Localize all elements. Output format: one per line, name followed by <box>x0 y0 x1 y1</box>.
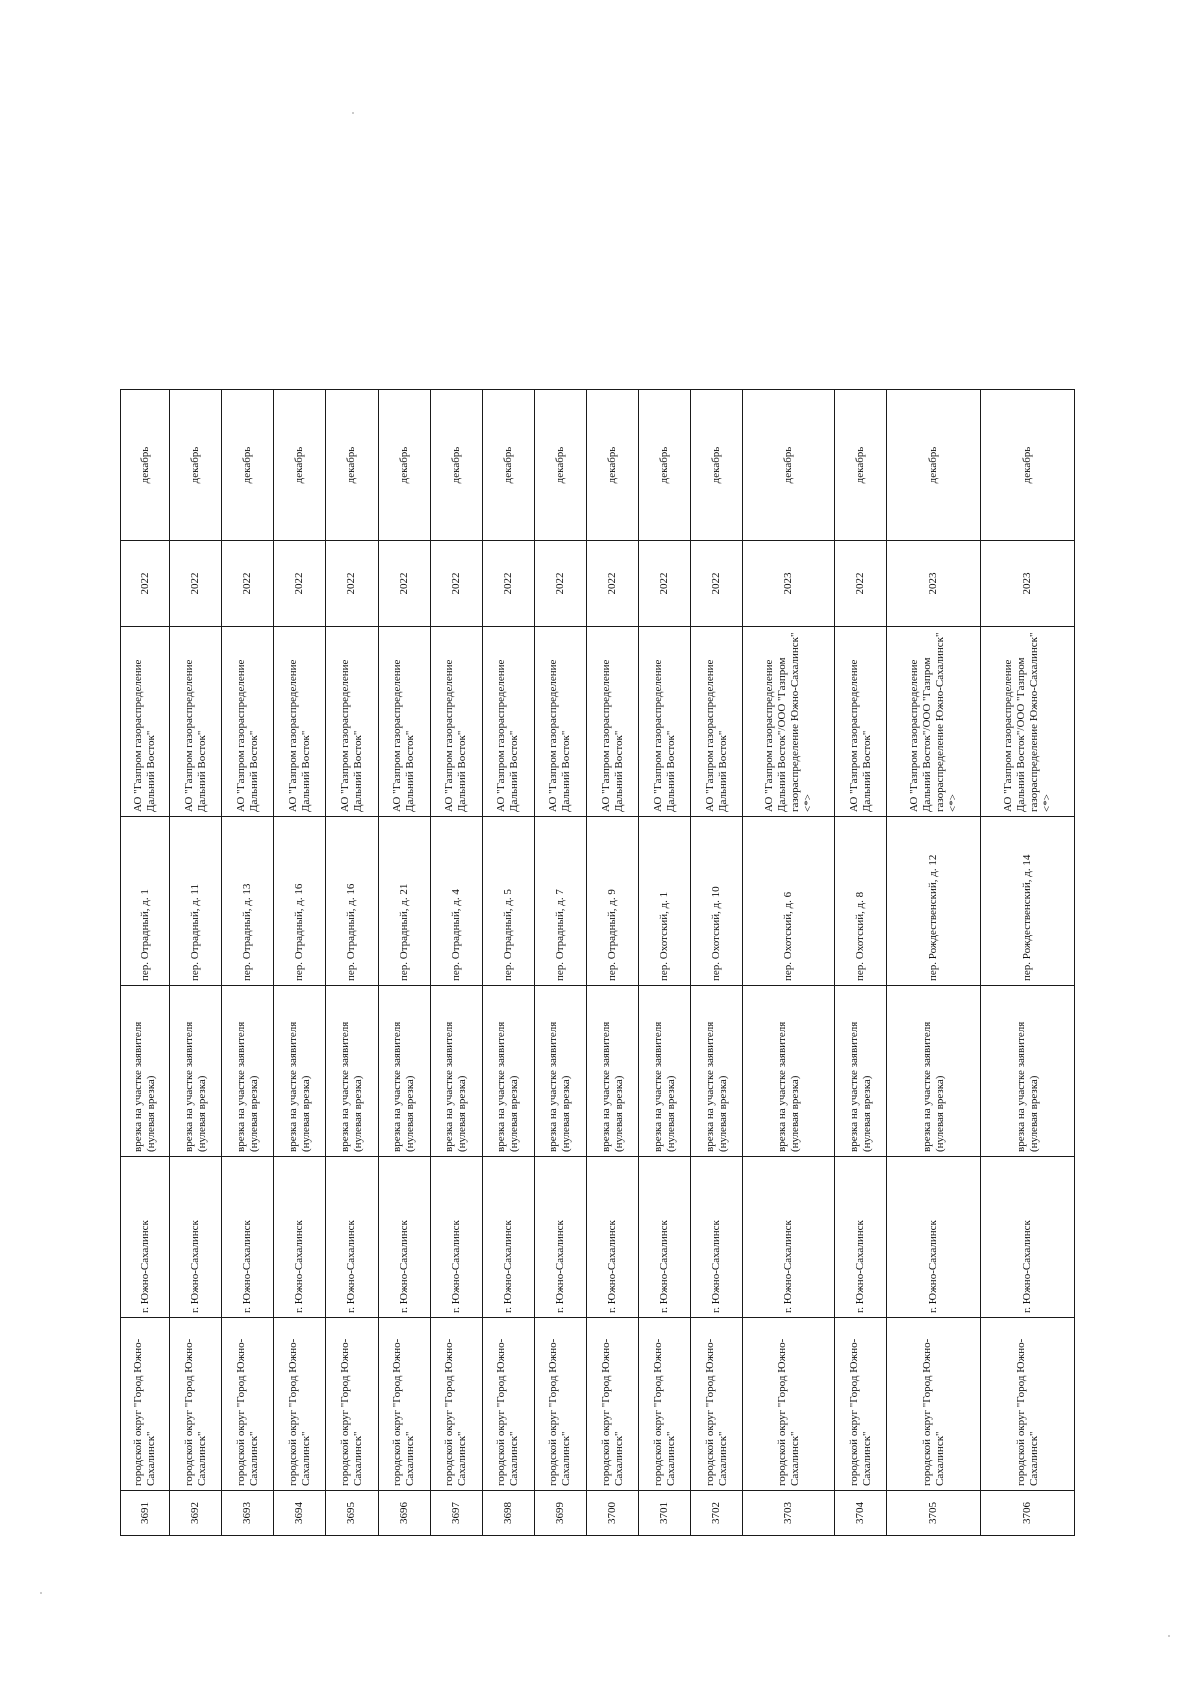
district-cell: городской округ "Город Южно-Сахалинск" <box>170 1318 222 1491</box>
table-row <box>587 390 639 1536</box>
month-cell: декабрь <box>326 390 378 541</box>
year-cell: 2023 <box>887 541 981 627</box>
gasification-schedule-table <box>120 389 1075 1536</box>
row-number-cell: 3692 <box>170 1491 222 1536</box>
year-cell: 2022 <box>482 541 534 627</box>
address-cell: пер. Охотский, д. 6 <box>743 817 835 986</box>
address-cell: пер. Отрадный, д. 16 <box>274 817 326 986</box>
address-cell: пер. Отрадный, д. 4 <box>430 817 482 986</box>
district-cell: городской округ "Город Южно-Сахалинск" <box>887 1318 981 1491</box>
year-cell: 2022 <box>430 541 482 627</box>
row-number-cell: 3703 <box>743 1491 835 1536</box>
month-cell: декабрь <box>691 390 743 541</box>
table-row <box>981 390 1075 1536</box>
row-number-cell: 3704 <box>835 1491 887 1536</box>
table-row <box>534 390 586 1536</box>
connection-type-cell: врезка на участке заявителя (нулевая врезка) <box>121 986 170 1157</box>
table-row <box>170 390 222 1536</box>
settlement-cell: г. Южно-Сахалинск <box>887 1157 981 1318</box>
connection-type-cell: врезка на участке заявителя (нулевая врезка) <box>835 986 887 1157</box>
settlement-cell: г. Южно-Сахалинск <box>121 1157 170 1318</box>
settlement-cell: г. Южно-Сахалинск <box>835 1157 887 1318</box>
table-row <box>430 390 482 1536</box>
table-row <box>121 390 170 1536</box>
table-row <box>326 390 378 1536</box>
district-cell: городской округ "Город Южно-Сахалинск" <box>482 1318 534 1491</box>
organization-cell: АО "Газпром газораспределение Дальний Восток" <box>691 627 743 817</box>
table-row <box>887 390 981 1536</box>
row-number-cell: 3706 <box>981 1491 1075 1536</box>
district-cell: городской округ "Город Южно-Сахалинск" <box>835 1318 887 1491</box>
year-cell: 2022 <box>222 541 274 627</box>
month-cell: декабрь <box>743 390 835 541</box>
table-row <box>482 390 534 1536</box>
scan-speck <box>40 1592 42 1594</box>
settlement-cell: г. Южно-Сахалинск <box>587 1157 639 1318</box>
connection-type-cell: врезка на участке заявителя (нулевая врезка) <box>170 986 222 1157</box>
settlement-cell: г. Южно-Сахалинск <box>170 1157 222 1318</box>
settlement-cell: г. Южно-Сахалинск <box>430 1157 482 1318</box>
district-cell: городской округ "Город Южно-Сахалинск" <box>430 1318 482 1491</box>
settlement-cell: г. Южно-Сахалинск <box>274 1157 326 1318</box>
organization-cell: АО "Газпром газораспределение Дальний Восток" <box>378 627 430 817</box>
address-cell: пер. Отрадный, д. 13 <box>222 817 274 986</box>
organization-cell: АО "Газпром газораспределение Дальний Восток" <box>326 627 378 817</box>
connection-type-cell: врезка на участке заявителя (нулевая врезка) <box>430 986 482 1157</box>
connection-type-cell: врезка на участке заявителя (нулевая врезка) <box>326 986 378 1157</box>
address-cell: пер. Отрадный, д. 11 <box>170 817 222 986</box>
row-number-cell: 3694 <box>274 1491 326 1536</box>
month-cell: декабрь <box>222 390 274 541</box>
table-row <box>639 390 691 1536</box>
district-cell: городской округ "Город Южно-Сахалинск" <box>743 1318 835 1491</box>
organization-cell: АО "Газпром газораспределение Дальний Восток" <box>587 627 639 817</box>
organization-cell: АО "Газпром газораспределение Дальний Восток"/ООО "Газпром газораспределение Южно-Сахалинск" <*> <box>887 627 981 817</box>
month-cell: декабрь <box>170 390 222 541</box>
settlement-cell: г. Южно-Сахалинск <box>378 1157 430 1318</box>
settlement-cell: г. Южно-Сахалинск <box>981 1157 1075 1318</box>
address-cell: пер. Охотский, д. 1 <box>639 817 691 986</box>
month-cell: декабрь <box>482 390 534 541</box>
district-cell: городской округ "Город Южно-Сахалинск" <box>639 1318 691 1491</box>
district-cell: городской округ "Город Южно-Сахалинск" <box>326 1318 378 1491</box>
month-cell: декабрь <box>639 390 691 541</box>
year-cell: 2022 <box>587 541 639 627</box>
table-row <box>691 390 743 1536</box>
month-cell: декабрь <box>274 390 326 541</box>
table-row <box>378 390 430 1536</box>
month-cell: декабрь <box>981 390 1075 541</box>
year-cell: 2022 <box>835 541 887 627</box>
year-cell: 2022 <box>326 541 378 627</box>
connection-type-cell: врезка на участке заявителя (нулевая врезка) <box>887 986 981 1157</box>
organization-cell: АО "Газпром газораспределение Дальний Восток" <box>170 627 222 817</box>
row-number-cell: 3698 <box>482 1491 534 1536</box>
year-cell: 2022 <box>639 541 691 627</box>
year-cell: 2022 <box>378 541 430 627</box>
year-cell: 2022 <box>170 541 222 627</box>
address-cell: пер. Отрадный, д. 21 <box>378 817 430 986</box>
organization-cell: АО "Газпром газораспределение Дальний Восток" <box>222 627 274 817</box>
month-cell: декабрь <box>378 390 430 541</box>
address-cell: пер. Отрадный, д. 7 <box>534 817 586 986</box>
organization-cell: АО "Газпром газораспределение Дальний Восток"/ООО "Газпром газораспределение Южно-Сахалинск" <*> <box>743 627 835 817</box>
settlement-cell: г. Южно-Сахалинск <box>639 1157 691 1318</box>
connection-type-cell: врезка на участке заявителя (нулевая врезка) <box>981 986 1075 1157</box>
connection-type-cell: врезка на участке заявителя (нулевая врезка) <box>743 986 835 1157</box>
month-cell: декабрь <box>587 390 639 541</box>
organization-cell: АО "Газпром газораспределение Дальний Восток" <box>430 627 482 817</box>
district-cell: городской округ "Город Южно-Сахалинск" <box>691 1318 743 1491</box>
year-cell: 2022 <box>274 541 326 627</box>
connection-type-cell: врезка на участке заявителя (нулевая врезка) <box>534 986 586 1157</box>
month-cell: декабрь <box>887 390 981 541</box>
row-number-cell: 3699 <box>534 1491 586 1536</box>
rotated-table-wrapper <box>120 390 1075 1536</box>
connection-type-cell: врезка на участке заявителя (нулевая врезка) <box>587 986 639 1157</box>
connection-type-cell: врезка на участке заявителя (нулевая врезка) <box>639 986 691 1157</box>
address-cell: пер. Отрадный, д. 1 <box>121 817 170 986</box>
scan-speck <box>352 112 354 114</box>
year-cell: 2022 <box>121 541 170 627</box>
organization-cell: АО "Газпром газораспределение Дальний Восток"/ООО "Газпром газораспределение Южно-Сахалинск" <*> <box>981 627 1075 817</box>
organization-cell: АО "Газпром газораспределение Дальний Восток" <box>482 627 534 817</box>
district-cell: городской округ "Город Южно-Сахалинск" <box>222 1318 274 1491</box>
row-number-cell: 3697 <box>430 1491 482 1536</box>
year-cell: 2022 <box>534 541 586 627</box>
organization-cell: АО "Газпром газораспределение Дальний Восток" <box>534 627 586 817</box>
connection-type-cell: врезка на участке заявителя (нулевая врезка) <box>691 986 743 1157</box>
row-number-cell: 3695 <box>326 1491 378 1536</box>
month-cell: декабрь <box>534 390 586 541</box>
address-cell: пер. Охотский, д. 10 <box>691 817 743 986</box>
connection-type-cell: врезка на участке заявителя (нулевая врезка) <box>482 986 534 1157</box>
address-cell: пер. Отрадный, д. 16 <box>326 817 378 986</box>
row-number-cell: 3700 <box>587 1491 639 1536</box>
row-number-cell: 3705 <box>887 1491 981 1536</box>
connection-type-cell: врезка на участке заявителя (нулевая врезка) <box>378 986 430 1157</box>
address-cell: пер. Отрадный, д. 5 <box>482 817 534 986</box>
settlement-cell: г. Южно-Сахалинск <box>691 1157 743 1318</box>
district-cell: городской округ "Город Южно-Сахалинск" <box>274 1318 326 1491</box>
settlement-cell: г. Южно-Сахалинск <box>326 1157 378 1318</box>
row-number-cell: 3702 <box>691 1491 743 1536</box>
month-cell: декабрь <box>430 390 482 541</box>
row-number-cell: 3701 <box>639 1491 691 1536</box>
address-cell: пер. Отрадный, д. 9 <box>587 817 639 986</box>
table-row <box>835 390 887 1536</box>
row-number-cell: 3696 <box>378 1491 430 1536</box>
connection-type-cell: врезка на участке заявителя (нулевая врезка) <box>274 986 326 1157</box>
organization-cell: АО "Газпром газораспределение Дальний Восток" <box>274 627 326 817</box>
row-number-cell: 3693 <box>222 1491 274 1536</box>
address-cell: пер. Охотский, д. 8 <box>835 817 887 986</box>
year-cell: 2023 <box>743 541 835 627</box>
table-body <box>121 390 1075 1536</box>
organization-cell: АО "Газпром газораспределение Дальний Восток" <box>835 627 887 817</box>
year-cell: 2023 <box>981 541 1075 627</box>
connection-type-cell: врезка на участке заявителя (нулевая врезка) <box>222 986 274 1157</box>
scan-speck <box>1168 1635 1170 1637</box>
month-cell: декабрь <box>121 390 170 541</box>
settlement-cell: г. Южно-Сахалинск <box>534 1157 586 1318</box>
district-cell: городской округ "Город Южно-Сахалинск" <box>981 1318 1075 1491</box>
table-row <box>743 390 835 1536</box>
district-cell: городской округ "Город Южно-Сахалинск" <box>378 1318 430 1491</box>
settlement-cell: г. Южно-Сахалинск <box>482 1157 534 1318</box>
district-cell: городской округ "Город Южно-Сахалинск" <box>121 1318 170 1491</box>
table-row <box>222 390 274 1536</box>
month-cell: декабрь <box>835 390 887 541</box>
address-cell: пер. Рождественский, д. 14 <box>981 817 1075 986</box>
row-number-cell: 3691 <box>121 1491 170 1536</box>
settlement-cell: г. Южно-Сахалинск <box>743 1157 835 1318</box>
organization-cell: АО "Газпром газораспределение Дальний Восток" <box>639 627 691 817</box>
address-cell: пер. Рождественский, д. 12 <box>887 817 981 986</box>
table-row <box>274 390 326 1536</box>
organization-cell: АО "Газпром газораспределение Дальний Восток" <box>121 627 170 817</box>
district-cell: городской округ "Город Южно-Сахалинск" <box>534 1318 586 1491</box>
district-cell: городской округ "Город Южно-Сахалинск" <box>587 1318 639 1491</box>
settlement-cell: г. Южно-Сахалинск <box>222 1157 274 1318</box>
year-cell: 2022 <box>691 541 743 627</box>
